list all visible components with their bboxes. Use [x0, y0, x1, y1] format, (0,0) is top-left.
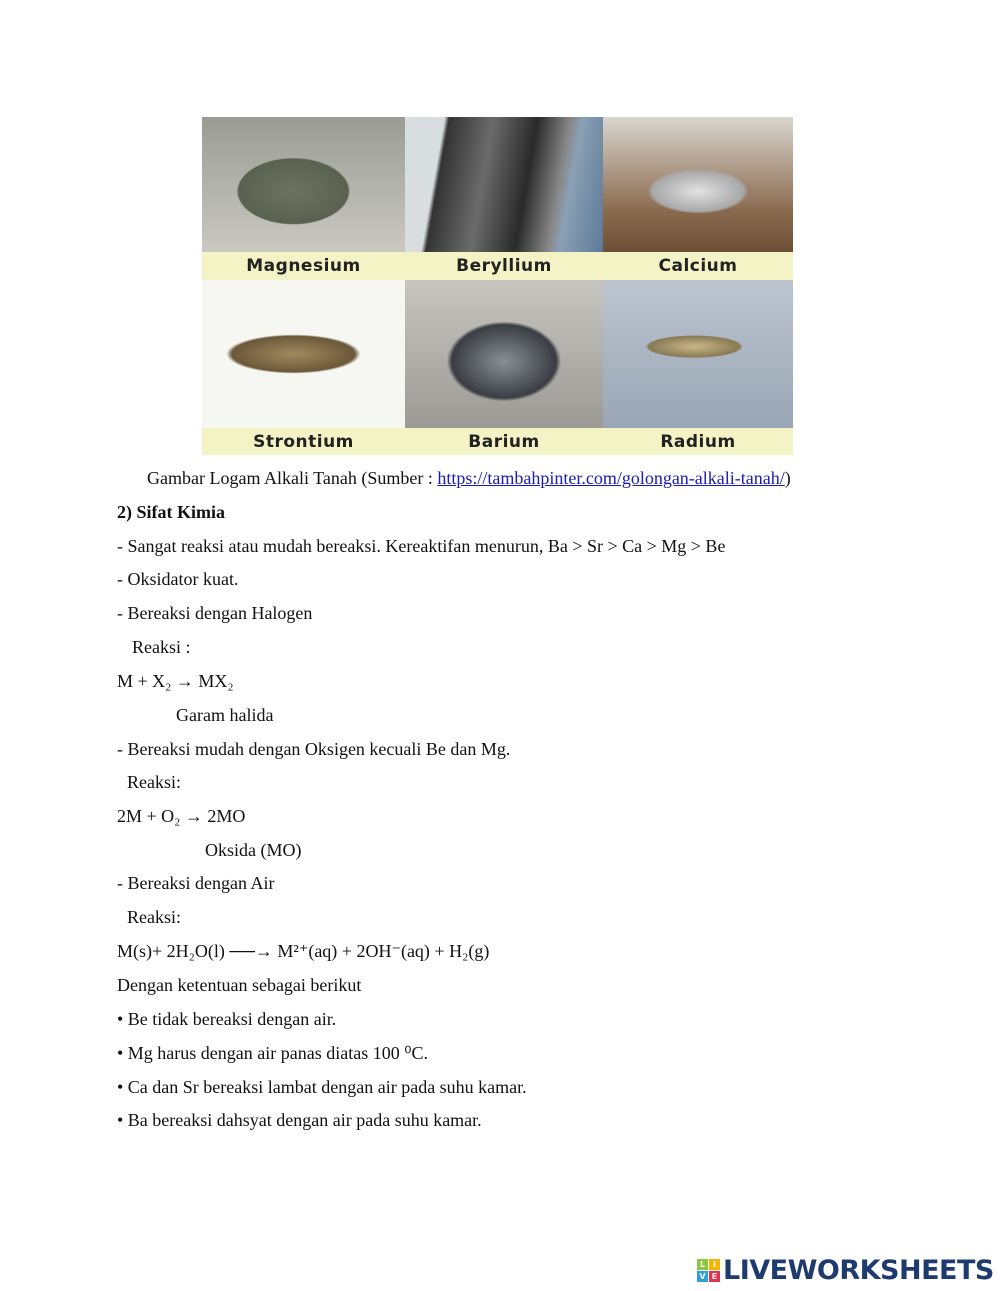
- bullet-item: • Ca dan Sr bereaksi lambat dengan air pada suhu kamar.: [117, 1077, 527, 1097]
- caption-suffix: ): [784, 468, 791, 488]
- text-line: Garam halida: [176, 705, 274, 725]
- beryllium-photo: [405, 117, 603, 252]
- logo-icon: [697, 1259, 720, 1282]
- text-line: - Bereaksi dengan Halogen: [117, 603, 313, 623]
- bullet-item: • Be tidak bereaksi dengan air.: [117, 1009, 337, 1029]
- figure-label: Magnesium: [202, 252, 405, 280]
- logo-letter: L: [697, 1259, 708, 1270]
- barium-photo: [405, 280, 603, 428]
- text-line: - Bereaksi dengan Air: [117, 873, 275, 893]
- figure-label: Radium: [603, 428, 793, 455]
- liveworksheets-logo[interactable]: [697, 1255, 994, 1286]
- section-heading: 2) Sifat Kimia: [117, 502, 225, 522]
- logo-text: LIVEWORKSHEETS: [723, 1255, 994, 1286]
- logo-letter: E: [709, 1271, 720, 1282]
- text-line: - Sangat reaksi atau mudah bereaksi. Kereaktifan menurun, Ba > Sr > Ca > Mg > Be: [117, 536, 726, 556]
- alkaline-earth-metals-figure: [202, 117, 793, 455]
- caption-text: Gambar Logam Alkali Tanah (Sumber :: [147, 468, 438, 488]
- equation: M(s)+ 2H₂O(l) ──→ M²⁺(aq) + 2OH⁻(aq) + H₂(g): [117, 941, 490, 961]
- text-line: Reaksi:: [127, 907, 181, 927]
- bullet-item: • Ba bereaksi dahsyat dengan air pada suhu kamar.: [117, 1110, 482, 1130]
- figure-label: Barium: [405, 428, 603, 455]
- source-link[interactable]: https://tambahpinter.com/golongan-alkali-tanah/: [437, 468, 785, 488]
- figure-label: Calcium: [603, 252, 793, 280]
- text-line: - Oksidator kuat.: [117, 569, 239, 589]
- bullet-item: • Mg harus dengan air panas diatas 100 ⁰C.: [117, 1043, 428, 1063]
- radium-photo: [603, 280, 793, 428]
- magnesium-photo: [202, 117, 405, 252]
- equation: M + X₂ → MX₂: [117, 671, 234, 691]
- figure-label: Strontium: [202, 428, 405, 455]
- calcium-photo: [603, 117, 793, 252]
- text-line: Dengan ketentuan sebagai berikut: [117, 975, 362, 995]
- text-line: Oksida (MO): [205, 840, 302, 860]
- text-line: Reaksi :: [132, 637, 191, 657]
- logo-letter: I: [709, 1259, 720, 1270]
- strontium-photo: [202, 280, 405, 428]
- text-line: Reaksi:: [127, 772, 181, 792]
- text-line: - Bereaksi mudah dengan Oksigen kecuali Be dan Mg.: [117, 739, 511, 759]
- equation: 2M + O₂ → 2MO: [117, 806, 246, 826]
- logo-letter: V: [697, 1271, 708, 1282]
- figure-label: Beryllium: [405, 252, 603, 280]
- figure-caption: [147, 467, 791, 489]
